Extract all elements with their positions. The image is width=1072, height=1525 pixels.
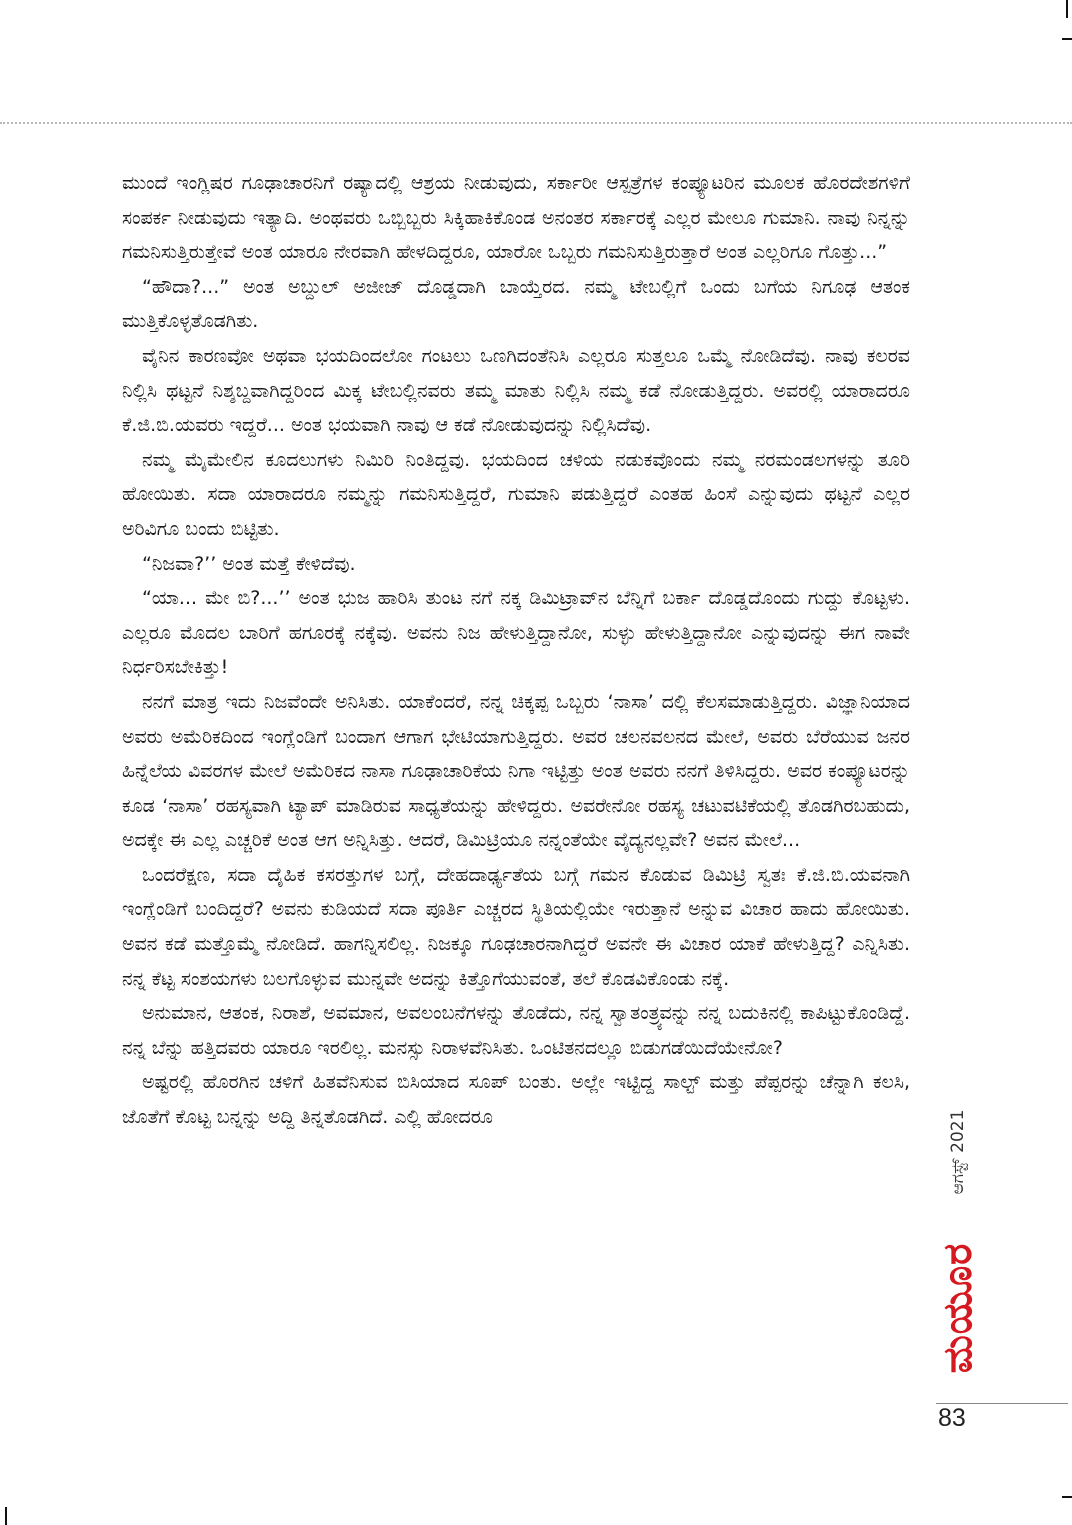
crop-mark-bottom-left: [5, 1507, 7, 1525]
paragraph: “ಯಾ... ಮೇ ಬಿ?...’’ ಅಂತ ಭುಜ ಹಾರಿಸಿ ತುಂಟ ನಗೆ ನಕ್ಕ ಡಿಮಿಟ್ರಾವ್‌ನ ಬೆನ್ನಿಗೆ ಬರ್ಕಾ ದೊಡ್ಡದೊಂದು ಗುದ್ದು ಕೊಟ್ಟಳು. ಎಲ್ಲರೂ ಮೊದಲ ಬಾರಿಗೆ ಹಗೂರಕ್ಕೆ ನಕ್ಕೆವು. ಅವನು ನಿಜ ಹೇಳುತ್ತಿದ್ದಾನೋ, ಸುಳ್ಳು ಹೇಳುತ್ತಿದ್ದಾನೋ ಎನ್ನುವುದನ್ನು ಈಗ ನಾವೇ ನಿರ್ಧರಿಸಬೇಕಿತ್ತು!: [122, 587, 910, 679]
paragraph: “ನಿಜವಾ?’’ ಅಂತ ಮತ್ತೆ ಕೇಳಿದೆವು.: [142, 552, 356, 575]
page-number: 83: [938, 1404, 966, 1432]
paragraph: ನಮ್ಮ ಮೈಮೇಲಿನ ಕೂದಲುಗಳು ನಿಮಿರಿ ನಿಂತಿದ್ದವು. ಭಯದಿಂದ ಚಳಿಯ ನಡುಕವೊಂದು ನಮ್ಮ ನರಮಂಡಲಗಳನ್ನು ತೂರಿ ಹೋಯಿತು. ಸದಾ ಯಾರಾದರೂ ನಮ್ಮನ್ನು ಗಮನಿಸುತ್ತಿದ್ದರೆ, ಗುಮಾನಿ ಪಡುತ್ತಿದ್ದರೆ ಎಂತಹ ಹಿಂಸೆ ಎನ್ನುವುದು ಥಟ್ಟನೆ ಎಲ್ಲರ ಅರಿವಿಗೂ ಬಂದು ಬಿಟ್ಟಿತು.: [122, 448, 910, 540]
magazine-logo: ಮಯೂರ: [935, 1242, 981, 1374]
paragraph: ವೈನಿನ ಕಾರಣವೋ ಅಥವಾ ಭಯದಿಂದಲೋ ಗಂಟಲು ಒಣಗಿದಂತೆನಿಸಿ ಎಲ್ಲರೂ ಸುತ್ತಲೂ ಒಮ್ಮೆ ನೋಡಿದೆವು. ನಾವು ಕಲರವ ನಿಲ್ಲಿಸಿ ಥಟ್ಟನೆ ನಿಶ್ಶಬ್ದವಾಗಿದ್ದರಿಂದ ಮಿಕ್ಕ ಟೇಬಲ್ಲಿನವರು ತಮ್ಮ ಮಾತು ನಿಲ್ಲಿಸಿ ನಮ್ಮ ಕಡೆ ನೋಡುತ್ತಿದ್ದರು. ಅವರಲ್ಲಿ ಯಾರಾದರೂ ಕೆ.ಜಿ.ಬಿ.ಯವರು ಇದ್ದರೆ... ಅಂತ ಭಯವಾಗಿ ನಾವು ಆ ಕಡೆ ನೋಡುವುದನ್ನು ನಿಲ್ಲಿಸಿದೆವು.: [122, 344, 910, 437]
article-body: [122, 166, 910, 1135]
crop-mark-right-lower: [1062, 1496, 1072, 1498]
paragraph: ಅನುಮಾನ, ಆತಂಕ, ನಿರಾಶೆ, ಅವಮಾನ, ಅವಲಂಬನೆಗಳನ್ನು ತೊಡೆದು, ನನ್ನ ಸ್ವಾತಂತ್ರ್ಯವನ್ನು ನನ್ನ ಬದುಕಿನಲ್ಲಿ ಕಾಪಿಟ್ಟುಕೊಂಡಿದ್ದೆ. ನನ್ನ ಬೆನ್ನು ಹತ್ತಿದವರು ಯಾರೂ ಇರಲಿಲ್ಲ. ಮನಸ್ಸು ನಿರಾಳವೆನಿಸಿತು. ಒಂಟಿತನದಲ್ಲೂ ಬಿಡುಗಡೆಯಿದೆಯೇನೋ?: [122, 1002, 910, 1059]
paragraph: ಅಷ್ಟರಲ್ಲಿ ಹೊರಗಿನ ಚಳಿಗೆ ಹಿತವೆನಿಸುವ ಬಿಸಿಯಾದ ಸೂಪ್ ಬಂತು. ಅಲ್ಲೇ ಇಟ್ಟಿದ್ದ ಸಾಲ್ಟ್ ಮತ್ತು ಪೆಪ್ಪರನ್ನು ಚೆನ್ನಾಗಿ ಕಲಸಿ, ಜೊತೆಗೆ ಕೊಟ್ಟ ಬನ್ನನ್ನು ಅದ್ದಿ ತಿನ್ನತೊಡಗಿದೆ. ಎಲ್ಲಿ ಹೋದರೂ: [122, 1071, 910, 1129]
paragraph: ನನಗೆ ಮಾತ್ರ ಇದು ನಿಜವೆಂದೇ ಅನಿಸಿತು. ಯಾಕೆಂದರೆ, ನನ್ನ ಚಿಕ್ಕಪ್ಪ ಒಬ್ಬರು ‘ನಾಸಾ’ ದಲ್ಲಿ ಕೆಲಸಮಾಡುತ್ತಿದ್ದರು. ವಿಜ್ಞಾನಿಯಾದ ಅವರು ಅಮೆರಿಕದಿಂದ ಇಂಗ್ಲೆಂಡಿಗೆ ಬಂದಾಗ ಆಗಾಗ ಭೇಟಿಯಾಗುತ್ತಿದ್ದರು. ಅವರ ಚಲನವಲನದ ಮೇಲೆ, ಅವರು ಬೆರೆಯುವ ಜನರ ಹಿನ್ನೆಲೆಯ ವಿವರಗಳ ಮೇಲೆ ಅಮೆರಿಕದ ನಾಸಾ ಗೂಢಾಚಾರಿಕೆಯ ನಿಗಾ ಇಟ್ಟಿತ್ತು ಅಂತ ಅವರು ನನಗೆ ತಿಳಿಸಿದ್ದರು. ಅವರ ಕಂಪ್ಯೂಟರನ್ನು ಕೂಡ ‘ನಾಸಾ’ ರಹಸ್ಯವಾಗಿ ಟ್ಯಾಪ್ ಮಾಡಿರುವ ಸಾಧ್ಯತೆಯನ್ನು ಹೇಳಿದ್ದರು. ಅವರೇನೋ ರಹಸ್ಯ ಚಟುವಟಿಕೆಯಲ್ಲಿ ತೊಡಗಿರಬಹುದು, ಅದಕ್ಕೇ ಈ ಎಲ್ಲ ಎಚ್ಚರಿಕೆ ಅಂತ ಆಗ ಅನ್ನಿಸಿತ್ತು. ಆದರೆ, ಡಿಮಿಟ್ರಿಯೂ ನನ್ನಂತೆಯೇ ವೈದ್ಯನಲ್ಲವೇ? ಅವನ ಮೇಲೆ...: [122, 690, 910, 852]
paragraph: “ಹೌದಾ?...” ಅಂತ ಅಬ್ದುಲ್ ಅಜೀಜ್ ದೊಡ್ಡದಾಗಿ ಬಾಯ್ತೆರದ. ನಮ್ಮ ಟೇಬಲ್ಲಿಗೆ ಒಂದು ಬಗೆಯ ನಿಗೂಢ ಆತಂಕ ಮುತ್ತಿಕೊಳ್ಳತೊಡಗಿತು.: [122, 275, 910, 333]
issue-date: ಆಗಸ್ಟ್ 2021: [948, 1109, 968, 1195]
crop-mark-top-right: [1066, 0, 1068, 18]
header-dotted-rule: [0, 122, 1072, 124]
paragraph: ಮುಂದೆ ಇಂಗ್ಲಿಷರ ಗೂಢಾಚಾರನಿಗೆ ರಷ್ಯಾದಲ್ಲಿ ಆಶ್ರಯ ನೀಡುವುದು, ಸರ್ಕಾರೀ ಆಸ್ಪತ್ರೆಗಳ ಕಂಪ್ಯೂಟರಿನ ಮೂಲಕ ಹೊರದೇಶಗಳಿಗೆ ಸಂಪರ್ಕ ನೀಡುವುದು ಇತ್ಯಾದಿ. ಅಂಥವರು ಒಬ್ಬಿಬ್ಬರು ಸಿಕ್ಕಿಹಾಕಿಕೊಂಡ ಅನಂತರ ಸರ್ಕಾರಕ್ಕೆ ಎಲ್ಲರ ಮೇಲೂ ಗುಮಾನಿ. ನಾವು ನಿನ್ನನ್ನು ಗಮನಿಸುತ್ತಿರುತ್ತೇವೆ ಅಂತ ಯಾರೂ ನೇರವಾಗಿ ಹೇಳದಿದ್ದರೂ, ಯಾರೋ ಒಬ್ಬರು ಗಮನಿಸುತ್ತಿರುತ್ತಾರೆ ಅಂತ ಎಲ್ಲರಿಗೂ ಗೊತ್ತು...”: [122, 172, 910, 264]
paragraph: ಒಂದರೆಕ್ಷಣ, ಸದಾ ದೈಹಿಕ ಕಸರತ್ತುಗಳ ಬಗ್ಗೆ, ದೇಹದಾರ್ಢ್ಯತೆಯ ಬಗ್ಗೆ ಗಮನ ಕೊಡುವ ಡಿಮಿಟ್ರಿ ಸ್ವತಃ ಕೆ.ಜಿ.ಬಿ.ಯವನಾಗಿ ಇಂಗ್ಲೆಂಡಿಗೆ ಬಂದಿದ್ದರೆ? ಅವನು ಕುಡಿಯದೆ ಸದಾ ಪೂರ್ತಿ ಎಚ್ಚರದ ಸ್ಥಿತಿಯಲ್ಲಿಯೇ ಇರುತ್ತಾನೆ ಅನ್ನುವ ವಿಚಾರ ಹಾದು ಹೋಯಿತು. ಅವನ ಕಡೆ ಮತ್ತೊಮ್ಮೆ ನೋಡಿದೆ. ಹಾಗನ್ನಿಸಲಿಲ್ಲ. ನಿಜಕ್ಕೂ ಗೂಢಚಾರನಾಗಿದ್ದರೆ ಅವನೇ ಈ ವಿಚಾರ ಯಾಕೆ ಹೇಳುತ್ತಿದ್ದ? ಎನ್ನಿಸಿತು. ನನ್ನ ಕೆಟ್ಟ ಸಂಶಯಗಳು ಬಲಗೊಳ್ಳುವ ಮುನ್ನವೇ ಅದನ್ನು ಕಿತ್ತೊಗೆಯುವಂತೆ, ತಲೆ ಕೊಡವಿಕೊಂಡು ನಕ್ಕೆ.: [122, 863, 910, 990]
crop-mark-right-upper: [1062, 38, 1072, 40]
